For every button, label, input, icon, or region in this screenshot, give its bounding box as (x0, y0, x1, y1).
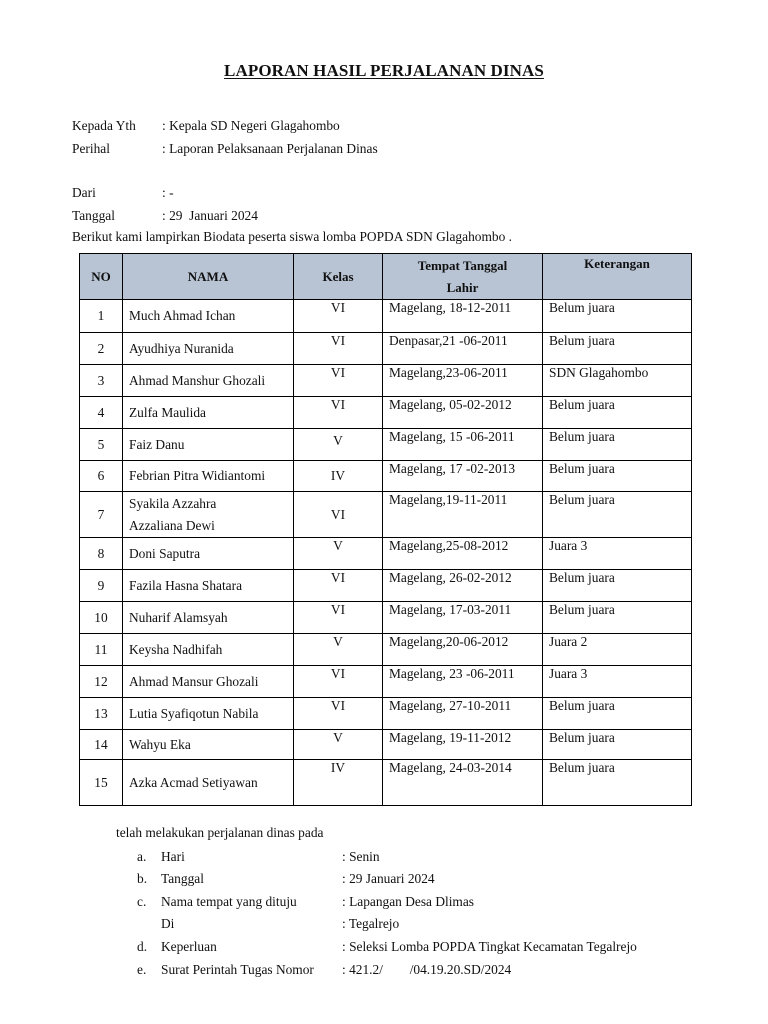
perihal-label: Perihal (72, 141, 110, 156)
tanggal-value: : 29 Januari 2024 (162, 208, 258, 223)
cell-no: 7 (80, 492, 123, 538)
detail-item (137, 849, 380, 865)
cell-nama: Febrian Pitra Widiantomi (123, 461, 294, 492)
cell-keterangan: Juara 3 (543, 666, 692, 698)
cell-ttl: Magelang, 05-02-2012 (383, 397, 543, 429)
intro-text: Berikut kami lampirkan Biodata peserta siswa lomba POPDA SDN Glagahombo . (72, 229, 512, 244)
cell-keterangan: Belum juara (543, 760, 692, 806)
cell-keterangan: Juara 3 (543, 538, 692, 570)
detail-letter: b. (137, 871, 148, 886)
detail-key: Surat Perintah Tugas Nomor (161, 962, 314, 977)
detail-item (137, 939, 637, 955)
cell-ttl: Magelang,20-06-2012 (383, 634, 543, 666)
header-ttl-line1: Tempat Tanggal (417, 258, 508, 273)
cell-keterangan: Belum juara (543, 570, 692, 602)
detail-letter: c. (137, 894, 147, 909)
detail-value: : Lapangan Desa Dlimas (342, 894, 475, 909)
cell-keterangan: Belum juara (543, 730, 692, 760)
cell-ttl: Magelang, 15 -06-2011 (383, 429, 543, 461)
cell-ttl: Magelang, 23 -06-2011 (383, 666, 543, 698)
cell-no: 4 (80, 397, 123, 429)
detail-value: : Tegalrejo (342, 916, 400, 931)
table-row (80, 492, 692, 538)
detail-letter: d. (137, 939, 148, 954)
cell-nama: Ahmad Manshur Ghozali (123, 365, 294, 397)
table-header-row (80, 254, 692, 300)
cell-ttl: Magelang,19-11-2011 (383, 492, 543, 538)
cell-ttl: Denpasar,21 -06-2011 (383, 333, 543, 365)
perihal-value: : Laporan Pelaksanaan Perjalanan Dinas (162, 141, 378, 156)
cell-nama: Azka Acmad Setiyawan (123, 760, 294, 806)
detail-item (137, 894, 474, 910)
detail-item (137, 871, 435, 887)
cell-keterangan: SDN Glagahombo (543, 365, 692, 397)
outro-text: telah melakukan perjalanan dinas pada (116, 825, 324, 840)
cell-keterangan: Belum juara (543, 397, 692, 429)
cell-no: 6 (80, 461, 123, 492)
cell-nama: Wahyu Eka (123, 730, 294, 760)
cell-nama-line1: Syakila Azzahra (129, 495, 217, 511)
cell-nama: Fazila Hasna Shatara (123, 570, 294, 602)
tanggal-label: Tanggal (72, 208, 115, 223)
cell-no: 1 (80, 300, 123, 333)
dari-row (72, 185, 174, 201)
cell-no: 5 (80, 429, 123, 461)
header-no: NO (80, 254, 123, 300)
cell-nama-line2: Azzaliana Dewi (129, 517, 215, 533)
cell-ttl: Magelang, 19-11-2012 (383, 730, 543, 760)
detail-item (137, 962, 511, 978)
cell-nama: Faiz Danu (123, 429, 294, 461)
cell-keterangan: Belum juara (543, 492, 692, 538)
detail-letter: e. (137, 962, 147, 977)
dari-value: : - (162, 185, 174, 200)
cell-keterangan: Belum juara (543, 602, 692, 634)
detail-value: : 421.2/ /04.19.20.SD/2024 (342, 962, 512, 977)
table-row (80, 461, 692, 492)
cell-ttl: Magelang, 17-03-2011 (383, 602, 543, 634)
cell-kelas: VI (294, 397, 383, 429)
header-kelas: Kelas (294, 254, 383, 300)
detail-value: : Senin (342, 849, 380, 864)
cell-kelas: VI (294, 666, 383, 698)
table-row (80, 602, 692, 634)
table-row (80, 429, 692, 461)
cell-nama: Nuharif Alamsyah (123, 602, 294, 634)
table-row (80, 760, 692, 806)
detail-item (137, 916, 399, 932)
cell-kelas: VI (294, 492, 383, 538)
header-keterangan: Keterangan (543, 254, 692, 300)
kepada-value: : Kepala SD Negeri Glagahombo (162, 118, 340, 133)
cell-ttl: Magelang, 24-03-2014 (383, 760, 543, 806)
table-row (80, 698, 692, 730)
cell-kelas: V (294, 429, 383, 461)
cell-no: 12 (80, 666, 123, 698)
table-row (80, 300, 692, 333)
cell-kelas: V (294, 730, 383, 760)
perihal-row (72, 141, 378, 157)
cell-nama: Much Ahmad Ichan (123, 300, 294, 333)
cell-ttl: Magelang,25-08-2012 (383, 538, 543, 570)
cell-no: 15 (80, 760, 123, 806)
cell-keterangan: Belum juara (543, 698, 692, 730)
detail-value: : Seleksi Lomba POPDA Tingkat Kecamatan Tegalrejo (342, 939, 637, 954)
detail-key: Nama tempat yang dituju (161, 894, 297, 909)
cell-no: 9 (80, 570, 123, 602)
header-nama: NAMA (123, 254, 294, 300)
cell-kelas: V (294, 538, 383, 570)
cell-no: 3 (80, 365, 123, 397)
cell-nama: Ahmad Mansur Ghozali (123, 666, 294, 698)
cell-kelas: VI (294, 300, 383, 333)
cell-keterangan: Juara 2 (543, 634, 692, 666)
cell-ttl: Magelang,23-06-2011 (383, 365, 543, 397)
cell-nama: Lutia Syafiqotun Nabila (123, 698, 294, 730)
table-row (80, 538, 692, 570)
cell-keterangan: Belum juara (543, 429, 692, 461)
cell-kelas: VI (294, 570, 383, 602)
detail-key: Keperluan (161, 939, 217, 954)
cell-nama: Zulfa Maulida (123, 397, 294, 429)
kepada-label: Kepada Yth (72, 118, 136, 133)
table-row (80, 666, 692, 698)
cell-no: 14 (80, 730, 123, 760)
cell-kelas: V (294, 634, 383, 666)
cell-no: 11 (80, 634, 123, 666)
cell-kelas: VI (294, 333, 383, 365)
cell-keterangan: Belum juara (543, 300, 692, 333)
detail-letter: a. (137, 849, 147, 864)
cell-ttl: Magelang, 18-12-2011 (383, 300, 543, 333)
cell-keterangan: Belum juara (543, 333, 692, 365)
detail-key: Di (161, 916, 175, 931)
cell-ttl: Magelang, 27-10-2011 (383, 698, 543, 730)
header-ttl-line2: Lahir (446, 280, 479, 295)
detail-key: Tanggal (161, 871, 204, 886)
cell-ttl: Magelang, 26-02-2012 (383, 570, 543, 602)
table-row (80, 333, 692, 365)
page-title (0, 61, 768, 81)
detail-value: : 29 Januari 2024 (342, 871, 435, 886)
cell-kelas: IV (294, 461, 383, 492)
title-text: LAPORAN HASIL PERJALANAN DINAS (224, 61, 544, 80)
table-row (80, 730, 692, 760)
kepada-row (72, 118, 340, 134)
cell-keterangan: Belum juara (543, 461, 692, 492)
header-ttl (383, 254, 543, 300)
cell-no: 10 (80, 602, 123, 634)
table-row (80, 397, 692, 429)
participants-table (79, 253, 692, 806)
cell-no: 13 (80, 698, 123, 730)
cell-kelas: VI (294, 602, 383, 634)
cell-nama: Keysha Nadhifah (123, 634, 294, 666)
table-row (80, 365, 692, 397)
tanggal-row (72, 208, 258, 224)
cell-nama (123, 492, 294, 538)
cell-kelas: VI (294, 698, 383, 730)
cell-kelas: VI (294, 365, 383, 397)
cell-kelas: IV (294, 760, 383, 806)
table-row (80, 634, 692, 666)
dari-label: Dari (72, 185, 96, 200)
cell-no: 8 (80, 538, 123, 570)
cell-nama: Ayudhiya Nuranida (123, 333, 294, 365)
detail-key: Hari (161, 849, 185, 864)
table-row (80, 570, 692, 602)
cell-no: 2 (80, 333, 123, 365)
cell-nama: Doni Saputra (123, 538, 294, 570)
cell-ttl: Magelang, 17 -02-2013 (383, 461, 543, 492)
